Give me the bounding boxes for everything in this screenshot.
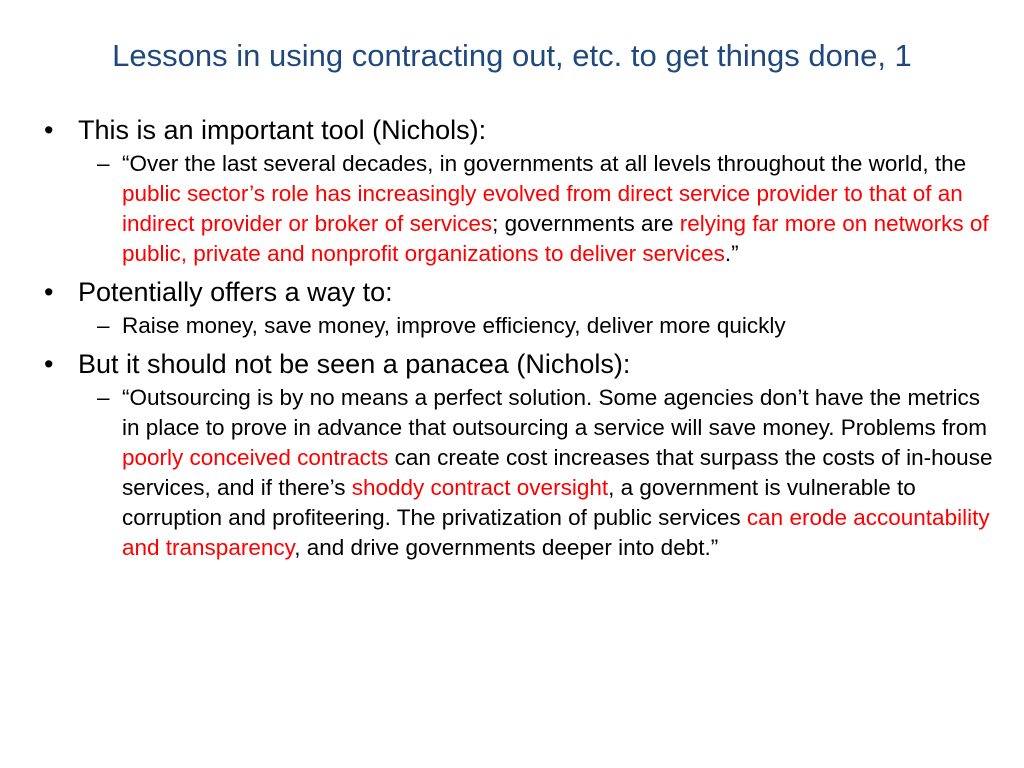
quote-segment: , and drive governments deeper into debt.” [294,535,719,560]
dash-icon: – [97,385,110,410]
bullet-icon: • [44,277,54,307]
highlighted-phrase: can erode accountability and transparency [122,505,990,560]
quote-segment: ; governments are [492,211,680,236]
bullet-item [0,113,1024,147]
quote-segment: “Over the last several decades, in governments at all levels throughout the world, the [122,151,967,176]
sub-item-text: Raise money, save money, improve efficiency, deliver more quickly [122,313,786,338]
bullet-icon: • [44,115,54,145]
dash-icon: – [97,313,110,338]
sub-item-quote [0,149,1024,269]
sub-item-quote [0,383,1024,563]
bullet-text: But it should not be seen a panacea (Nichols): [78,349,631,379]
highlighted-phrase: relying far more on networks of public, private and nonprofit organizations to deliver services [122,211,989,266]
bullet-item [0,275,1024,309]
sub-item [0,311,1024,341]
highlighted-phrase: public sector’s role has increasingly evolved from direct service provider to that of an indirect provider or broker of services [122,181,963,236]
bullet-text: Potentially offers a way to: [78,277,393,307]
highlighted-phrase: poorly conceived contracts [122,445,389,470]
dash-icon: – [97,151,110,176]
quote-segment: , a government is vulnerable to corruption and profiteering. The privatization of public services [122,475,916,530]
quote-segment: .” [724,241,739,266]
quote-segment: “Outsourcing is by no means a perfect solution. Some agencies don’t have the metrics in place to prove in advance that outsourcing a service will save money. Problems from [122,385,987,440]
bullet-icon: • [44,349,54,379]
bullet-item [0,347,1024,381]
slide-title: Lessons in using contracting out, etc. to get things done, 1 [112,38,912,73]
bullet-text: This is an important tool (Nichols): [78,115,487,145]
slide-body [0,113,1024,569]
quote-segment: can create cost increases that surpass the costs of in-house services, and if there’s [122,445,993,500]
highlighted-phrase: shoddy contract oversight [351,475,609,500]
